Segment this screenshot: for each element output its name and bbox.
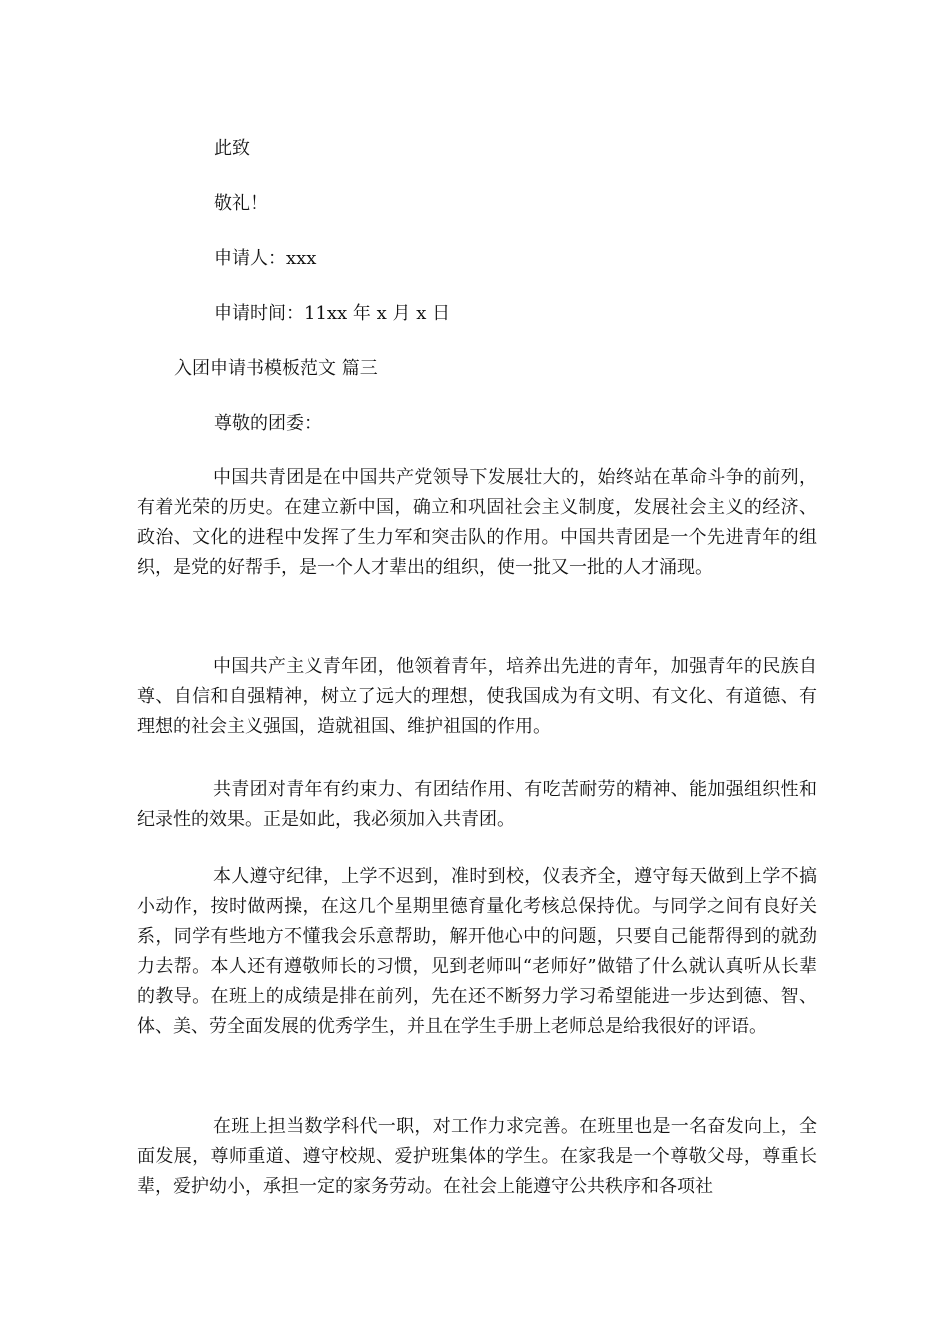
date-line: 申请时间：11xx 年 x 月 x 日 (214, 303, 451, 324)
paragraph-5: 在班上担当数学科代一职，对工作力求完善。在班里也是一名奋发向上，全面发展，尊师重道、遵守校规、爱护班集体的学生。在家我是一个尊敬父母，尊重长辈，爱护幼小，承担一定的家务劳动。在社会上能遵守公共秩序和各项社 (137, 1116, 817, 1197)
paragraph-2: 中国共产主义青年团，他领着青年，培养出先进的青年，加强青年的民族自尊、自信和自强精神，树立了远大的理想，使我国成为有文明、有文化、有道德、有理想的社会主义强国，造就祖国、维护祖国的作用。 (137, 656, 817, 737)
paragraph-1: 中国共青团是在中国共产党领导下发展壮大的，始终站在革命斗争的前列，有着光荣的历史。在建立新中国，确立和巩固社会主义制度，发展社会主义的经济、政治、文化的进程中发挥了生力军和突击队的作用。中国共青团是一个先进青年的组织，是党的好帮手，是一个人才辈出的组织，使一批又一批的人才涌现。 (137, 467, 817, 578)
paragraph-4: 本人遵守纪律，上学不迟到，准时到校，仪表齐全，遵守每天做到上学不搞小动作，按时做两操，在这几个星期里德育量化考核总保持优。与同学之间有良好关系，同学有些地方不懂我会乐意帮助，解开他心中的问题，只要自己能帮得到的就劲力去帮。本人还有遵敬师长的习惯，见到老师叫“老师好”做错了什么就认真听从长辈的教导。在班上的成绩是排在前列，先在还不断努力学习希望能进一步达到德、智、体、美、劳全面发展的优秀学生，并且在学生手册上老师总是给我很好的评语。 (137, 866, 817, 1037)
applicant-line: 申请人：xxx (214, 248, 317, 269)
paragraph-3: 共青团对青年有约束力、有团结作用、有吃苦耐劳的精神、能加强组织性和纪录性的效果。正是如此，我必须加入共青团。 (137, 779, 817, 830)
closing-jing-li: 敬礼！ (214, 193, 268, 214)
closing-ci-zhi: 此致 (214, 138, 250, 159)
salutation: 尊敬的团委： (214, 413, 322, 434)
section-title: 入团申请书模板范文 篇三 (174, 358, 378, 379)
